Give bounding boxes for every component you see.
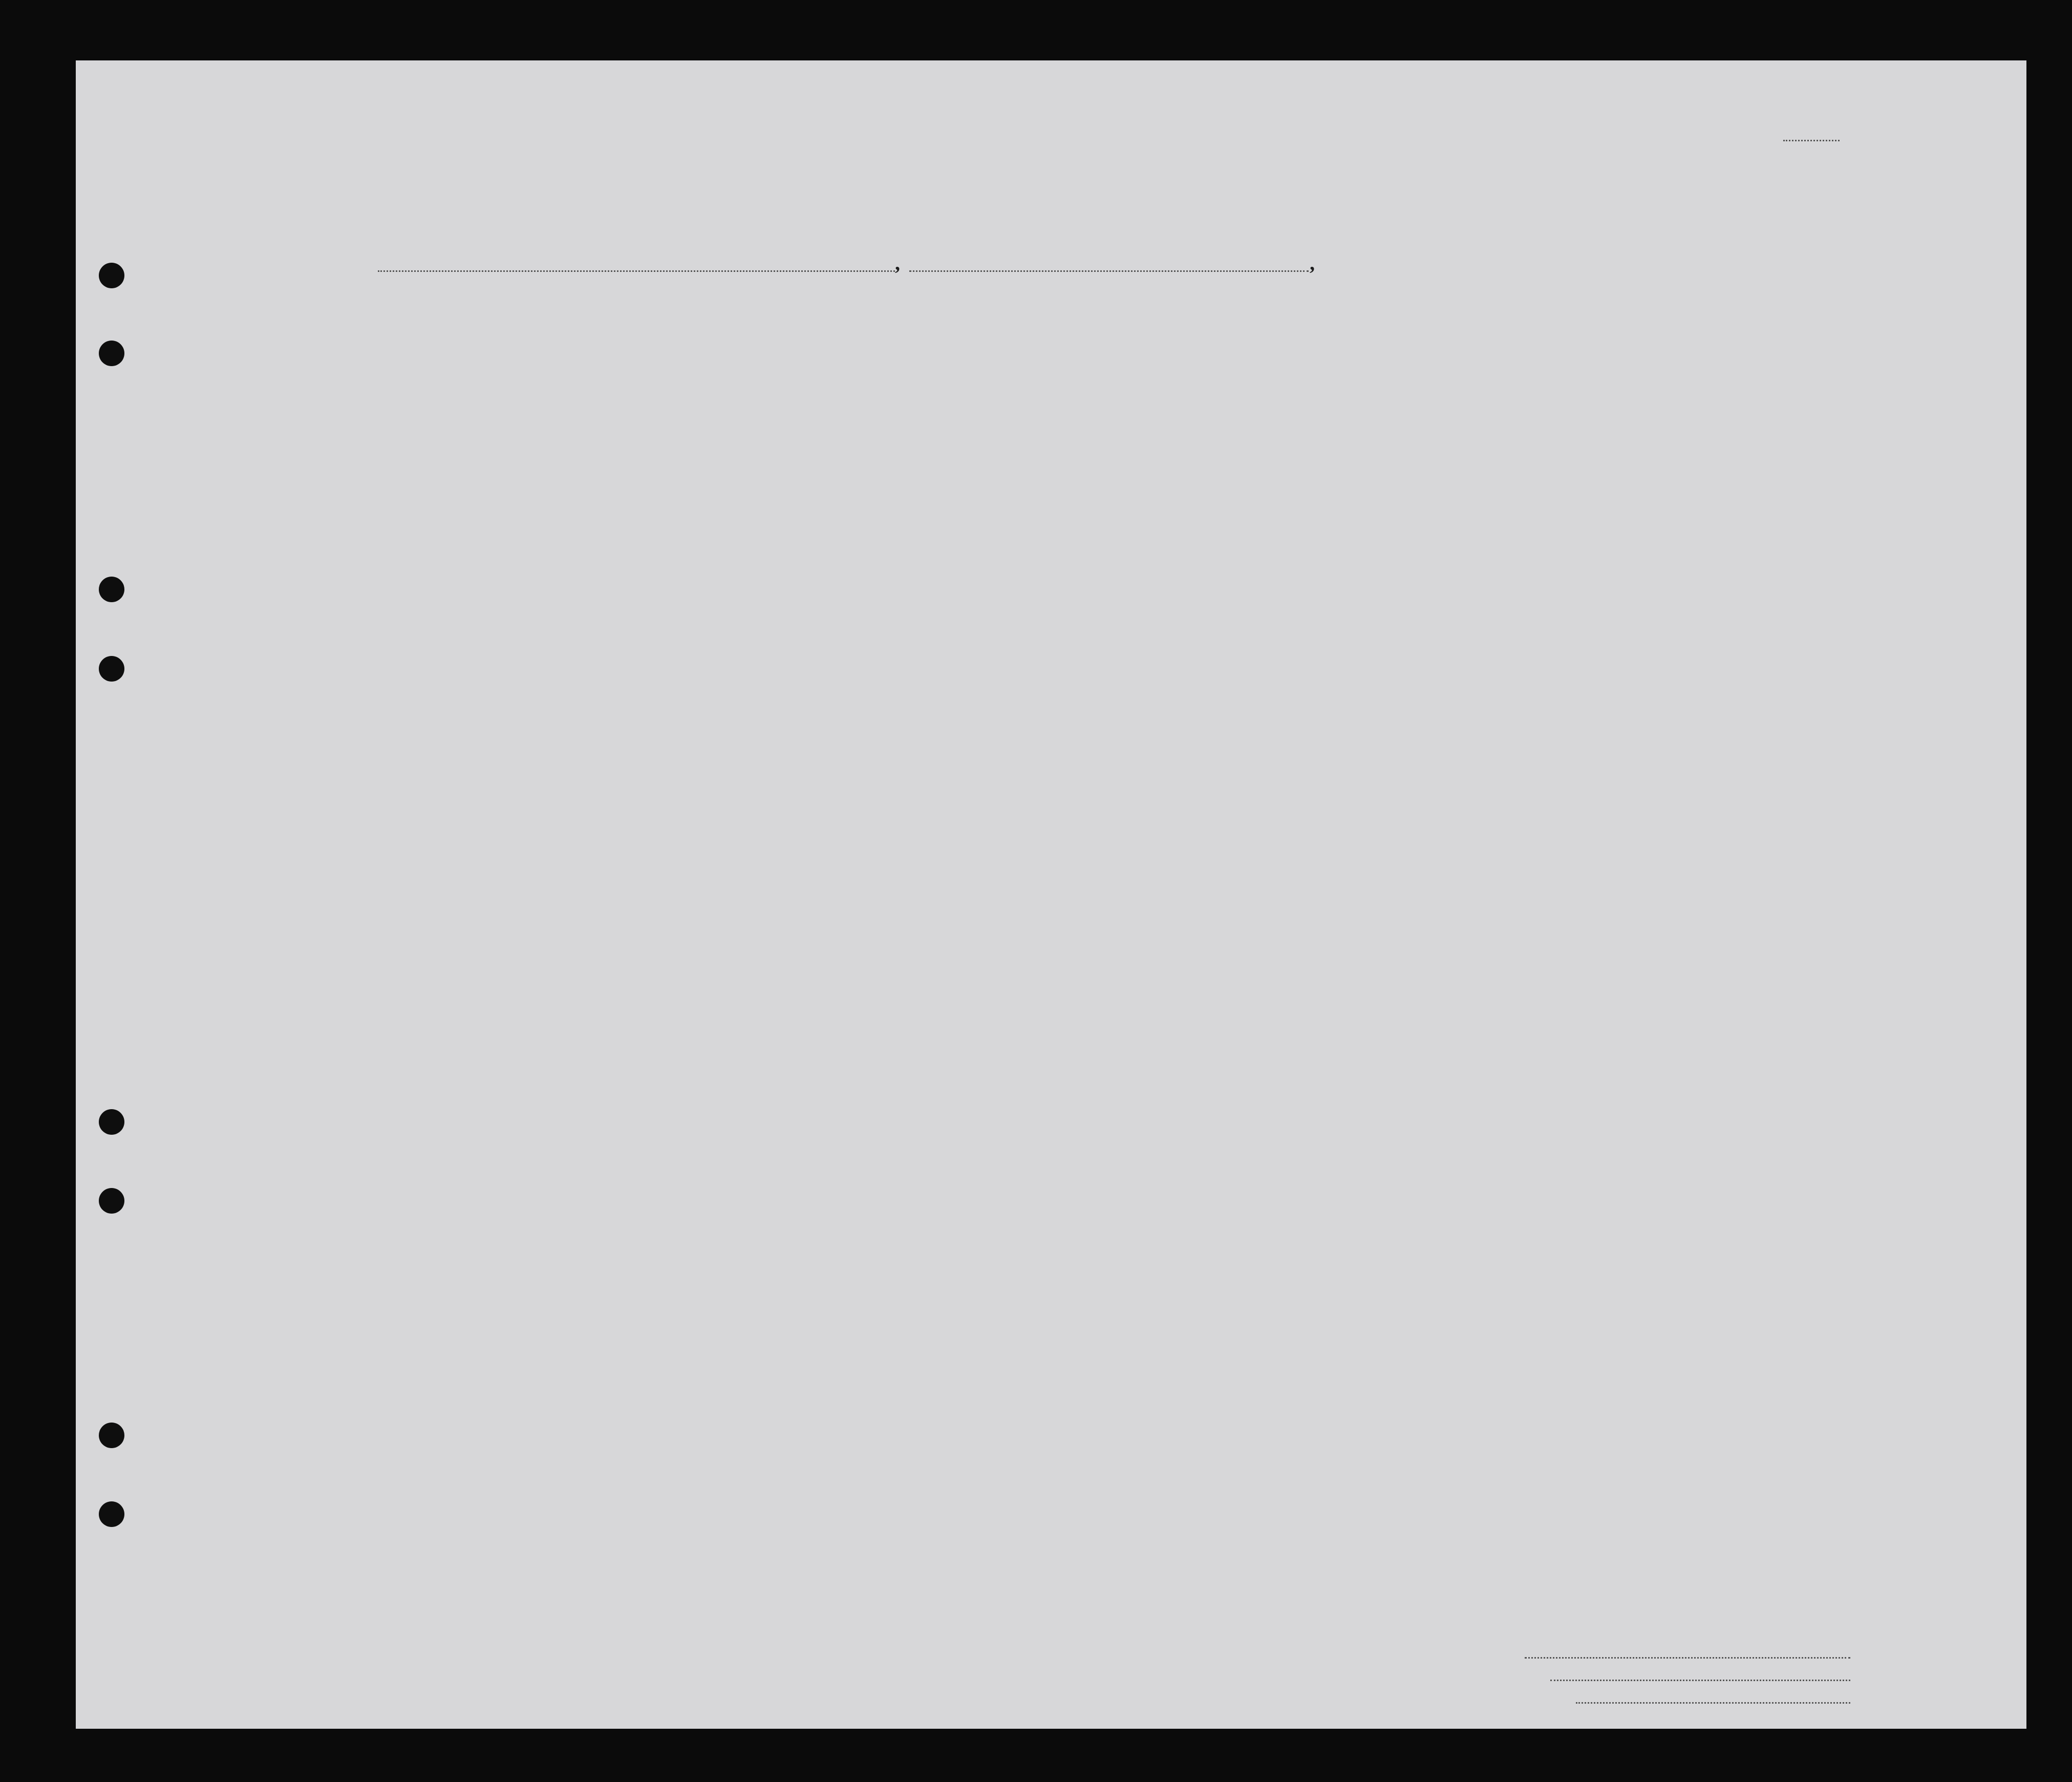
agents-field[interactable] bbox=[1576, 1702, 1850, 1704]
col28-header bbox=[1414, 357, 1460, 480]
col30-header bbox=[1503, 357, 1526, 480]
manifest-sheet: , , bbox=[76, 60, 2026, 1729]
col31-header bbox=[1530, 357, 1552, 480]
col29-header bbox=[1468, 357, 1497, 480]
owners-field[interactable] bbox=[1550, 1680, 1850, 1681]
col24-b bbox=[1253, 357, 1273, 480]
col21-header bbox=[741, 327, 764, 452]
col24-a bbox=[1208, 357, 1228, 480]
col25-header bbox=[1320, 357, 1345, 480]
line-field[interactable] bbox=[1525, 1657, 1850, 1659]
table-grid bbox=[76, 60, 2026, 1729]
col24-c bbox=[1281, 357, 1301, 480]
